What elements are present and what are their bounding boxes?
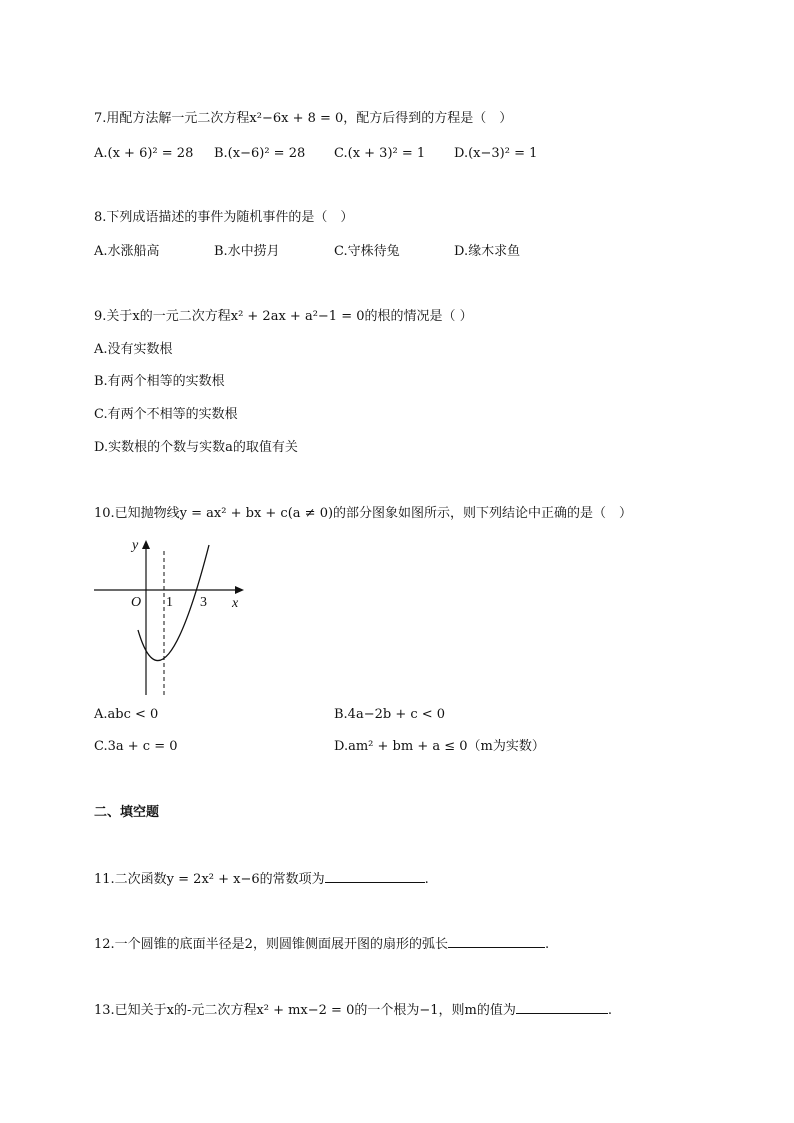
question-12-stem: 12.一个圆锥的底面半径是2，则圆锥侧面展开图的扇形的弧长 [94, 937, 448, 952]
x-axis-label: x [232, 596, 239, 611]
x-axis-arrow [235, 586, 244, 594]
answer-blank-12[interactable] [448, 935, 545, 948]
q9-option-a: A.没有实数根 [94, 342, 173, 357]
question-11-end: . [424, 872, 429, 887]
q8-option-b: B.水中捞月 [214, 244, 280, 259]
answer-blank-13[interactable] [516, 1001, 608, 1014]
section-title-fill-in: 二、填空题 [94, 805, 160, 820]
question-11 [94, 870, 429, 889]
question-12-end: . [544, 937, 550, 952]
q10-option-a: A.abc < 0 [94, 707, 159, 722]
q7-option-b: B.(x−6)² = 28 [214, 146, 306, 161]
question-13-stem: 13.已知关于x的-元二次方程x² + mx−2 = 0的一个根为−1，则m的值为 [94, 1003, 516, 1018]
q8-option-c: C.守株待兔 [334, 244, 400, 259]
question-8-stem: 8.下列成语描述的事件为随机事件的是（ ） [94, 210, 354, 225]
q8-option-d: D.缘木求鱼 [454, 244, 521, 259]
question-12 [94, 935, 549, 954]
parabola-curve [138, 545, 209, 661]
q10-option-c: C.3a + c = 0 [94, 739, 178, 754]
q9-option-c: C.有两个不相等的实数根 [94, 407, 238, 422]
question-13 [94, 1001, 612, 1020]
tick-label-3: 3 [200, 595, 207, 610]
question-11-stem: 11.二次函数y = 2x² + x−6的常数项为 [94, 872, 325, 887]
q9-option-d: D.实数根的个数与实数a的取值有关 [94, 440, 298, 455]
question-9-stem: 9.关于x的一元二次方程x² + 2ax + a²−1 = 0的根的情况是（ ） [94, 309, 473, 324]
tick-label-1: 1 [166, 595, 173, 610]
answer-blank-11[interactable] [325, 870, 425, 883]
y-axis-label: y [132, 538, 139, 553]
q7-option-a: A.(x + 6)² = 28 [94, 146, 194, 161]
q7-option-c: C.(x + 3)² = 1 [334, 146, 426, 161]
question-13-end: . [607, 1003, 612, 1018]
q9-option-b: B.有两个相等的实数根 [94, 374, 225, 389]
q10-option-d: D.am² + bm + a ≤ 0（m为实数） [334, 739, 545, 754]
y-axis-arrow [142, 540, 150, 549]
parabola-figure [94, 535, 254, 700]
q7-option-d: D.(x−3)² = 1 [454, 146, 538, 161]
question-10-stem: 10.已知抛物线y = ax² + bx + c(a ≠ 0)的部分图象如图所示，则下列结论中正确的是（ ） [94, 506, 633, 521]
origin-label: O [131, 595, 142, 610]
q10-option-b: B.4a−2b + c < 0 [334, 707, 446, 722]
question-7-stem: 7.用配方法解一元二次方程x²−6x + 8 = 0，配方后得到的方程是（ ） [94, 111, 513, 126]
q8-option-a: A.水涨船高 [94, 244, 160, 259]
